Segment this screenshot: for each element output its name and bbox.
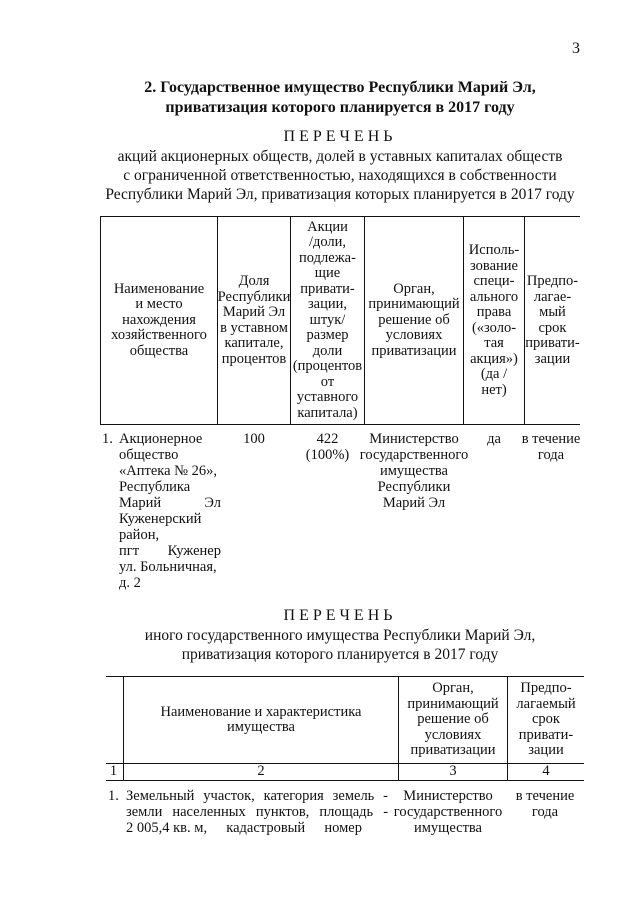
section-title-line: 2. Государственное имущество Республики Марий Эл, <box>144 79 536 96</box>
subtitle-line: с ограниченной ответственностью, находящихся в собственности <box>123 167 557 184</box>
subtitle-line: Республики Марий Эл, приватизация которых планируется в 2017 году <box>105 186 575 203</box>
section-title <box>60 78 620 118</box>
table2-title: ПЕРЕЧЕНЬ <box>283 607 397 624</box>
term-value: в течение года <box>515 788 575 820</box>
header-golden-share: Исполь- зование специ- ального права («золо- тая акция») (да / нет) <box>468 242 520 398</box>
header-share: Доля Республики Марий Эл в уставном капитале, процентов <box>217 273 291 367</box>
header-term: Предпо- лагаемый срок привати- зации <box>516 680 576 759</box>
row-number: 1. <box>102 431 113 447</box>
row-number: 1. <box>108 788 119 804</box>
table1-title: ПЕРЕЧЕНЬ <box>283 128 397 145</box>
column-number: 2 <box>257 763 265 780</box>
page-number: 3 <box>572 40 580 57</box>
header-term: Предпо- лагае- мый срок привати- зации <box>525 273 580 367</box>
section-title-line: приватизация которого планируется в 2017 году <box>165 99 515 116</box>
subtitle-line: приватизация которого планируется в 2017 году <box>181 646 499 663</box>
column-number: 1 <box>109 763 118 780</box>
header-company-name: Наименование и место нахождения хозяйственного общества <box>111 280 207 359</box>
company-name: Акционерное общество «Аптека № 26», Республика Марий Эл Куженерский район, пгт Куженер ул. Больничная, д. 2 <box>119 431 221 591</box>
column-number: 4 <box>542 763 550 780</box>
header-shares-to-privatize: Акции /доли, подлежа- щие привати- зации, штук/ размер доли (процентов от уставного капитала) <box>292 218 363 421</box>
header-property-name: Наименование и характеристика имущества <box>160 703 362 735</box>
property-description: Земельный участок, категория земель - земли населенных пунктов, площадь - 2 005,4 кв. м, кадастровый номер <box>126 788 389 836</box>
subtitle-line: иного государственного имущества Республики Марий Эл, <box>144 627 536 644</box>
header-authority: Орган, принимающий решение об условиях приватизации <box>407 680 499 759</box>
share-value: 100 <box>243 431 265 447</box>
shares-value: 422 (100%) <box>305 431 350 463</box>
table1-subtitle <box>60 147 620 204</box>
authority-value: Министерство государственного имущества <box>393 788 503 836</box>
table2-subtitle <box>60 626 620 664</box>
golden-share-value: да <box>487 431 501 447</box>
authority-value: Министерство государственного имущества Республики Марий Эл <box>359 431 469 511</box>
header-authority: Орган, принимающий решение об условиях приватизации <box>368 280 460 359</box>
column-number: 3 <box>449 763 457 780</box>
subtitle-line: акций акционерных обществ, долей в уставных капиталах обществ <box>117 148 563 165</box>
term-value: в течение года <box>521 431 581 463</box>
